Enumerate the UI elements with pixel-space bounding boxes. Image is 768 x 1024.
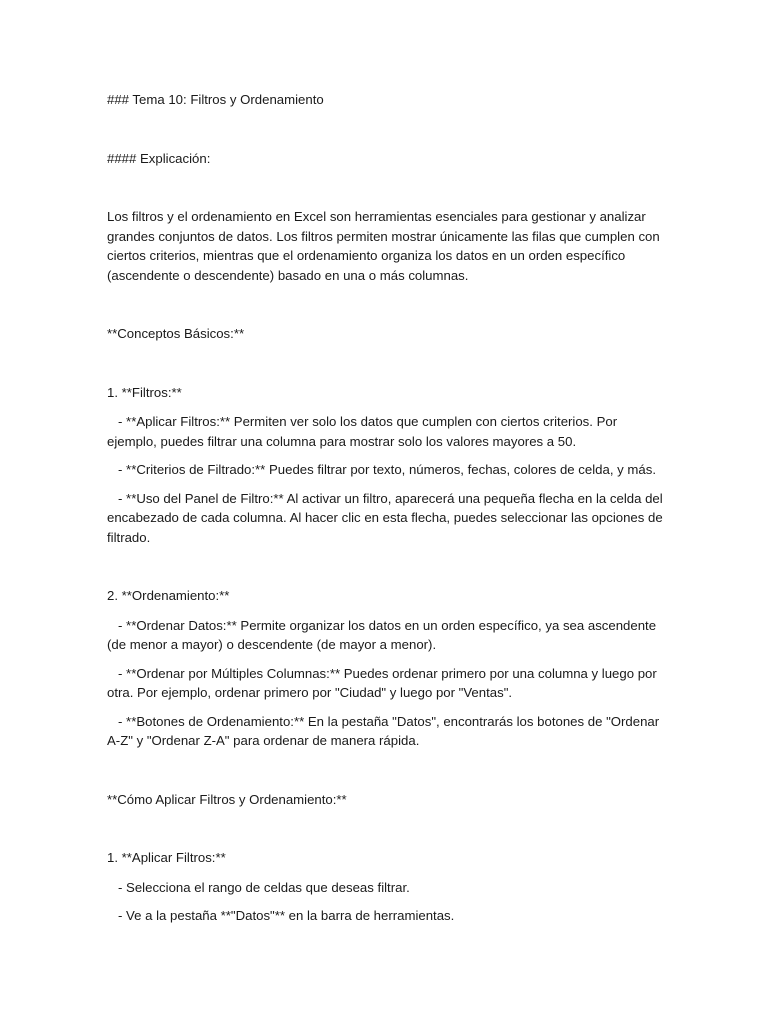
intro-paragraph: Los filtros y el ordenamiento en Excel son herramientas esenciales para gestionar y analizar grandes conjuntos de datos. Los filtros permiten mostrar únicamente las filas que cumplen con ciertos criterios, mientras que el ordenamiento organiza los datos en un orden específico (ascendente o descendente) basado en una o más columnas. [107,209,664,283]
ordenamiento-item-multiples: - **Ordenar por Múltiples Columnas:** Puedes ordenar primero por una columna y luego por otra. Por ejemplo, ordenar primero por "Ciudad" y luego por "Ventas". [107,665,661,700]
filtros-item-criterios: - **Criterios de Filtrado:** Puedes filtrar por texto, números, fechas, colores de celda, y más. [107,462,656,477]
aplicar-filtros-heading: 1. **Aplicar Filtros:** [107,850,226,865]
ordenamiento-heading: 2. **Ordenamiento:** [107,588,230,603]
filtros-heading: 1. **Filtros:** [107,384,182,400]
ordenamiento-item-botones: - **Botones de Ordenamiento:** En la pestaña "Datos", encontrarás los botones de "Ordenar A-Z" y "Ordenar Z-A" para ordenar de manera rápida. [107,713,663,748]
como-aplicar-heading: **Cómo Aplicar Filtros y Ordenamiento:** [107,791,347,807]
document-page [107,90,667,935]
filtros-item-panel: - **Uso del Panel de Filtro:** Al activar un filtro, aparecerá una pequeña flecha en la celda del encabezado de cada columna. Al hacer clic en esta flecha, puedes seleccionar las opciones de filtrado. [107,490,667,545]
ordenamiento-item-ordenar: - **Ordenar Datos:** Permite organizar los datos en un orden específico, ya sea ascendente (de menor a mayor) o descendente (de mayor a menor). [107,617,660,652]
explanation-heading: #### Explicación: [107,150,211,166]
aplicar-item-pestana: - Ve a la pestaña **"Datos"** en la barra de herramientas. [107,908,455,923]
document-title: ### Tema 10: Filtros y Ordenamiento [107,92,324,107]
aplicar-item-selecciona: - Selecciona el rango de celdas que deseas filtrar. [107,879,410,895]
filtros-item-aplicar: - **Aplicar Filtros:** Permiten ver solo los datos que cumplen con ciertos criterios. Por ejemplo, puedes filtrar una columna para mostrar solo los valores mayores a 50. [107,414,621,449]
conceptos-heading: **Conceptos Básicos:** [107,326,245,341]
